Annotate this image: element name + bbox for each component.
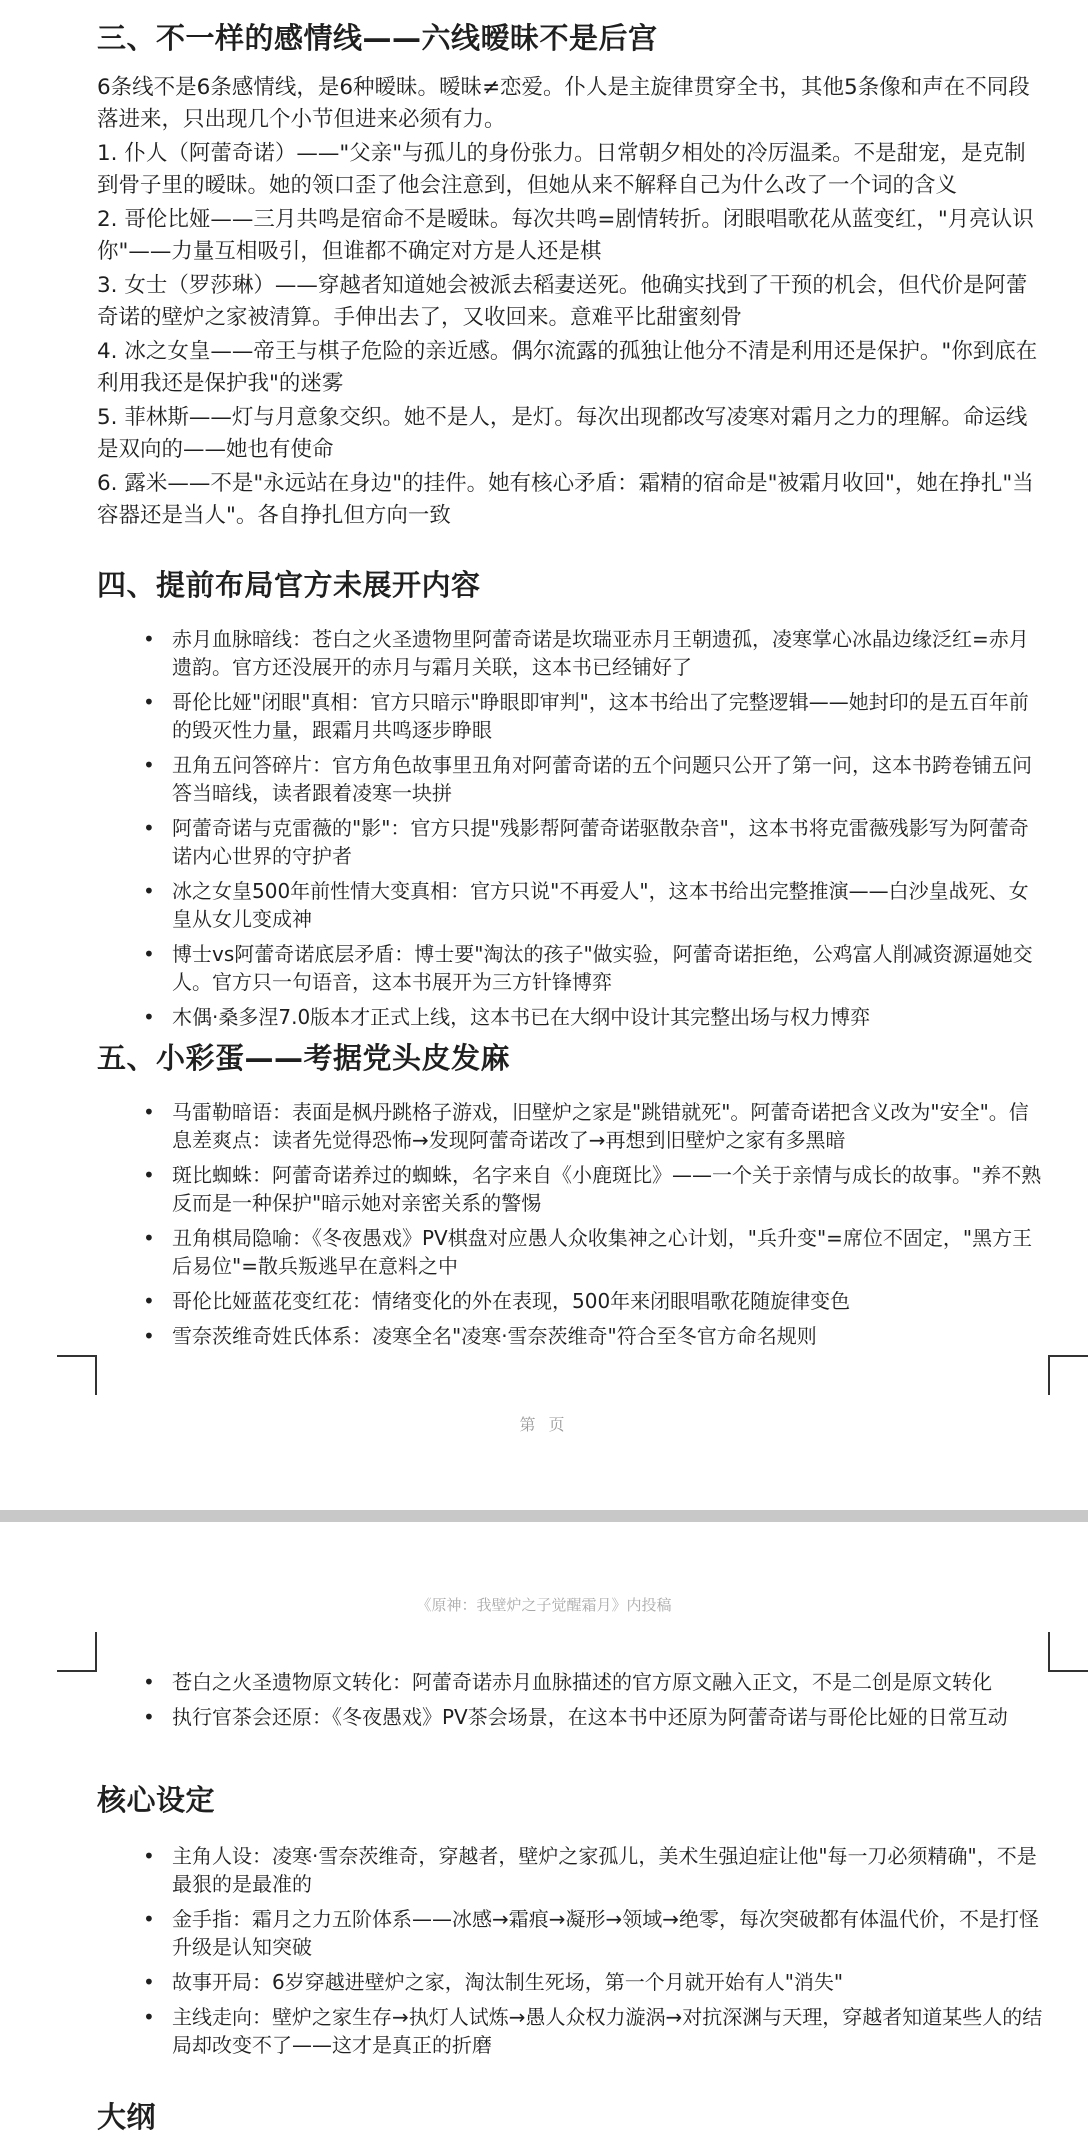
bullet-icon: • [143,1670,155,1694]
list-item [97,1287,1047,1315]
section-4-heading: 四、提前布局官方未展开内容 [97,568,481,602]
list-item [97,1703,1047,1731]
bullet-icon: • [143,1907,155,1931]
bullet-icon: • [143,1163,155,1187]
page-separator [0,1510,1088,1522]
list-item [97,625,1047,681]
bullet-icon: • [143,879,155,903]
list-item [97,1161,1047,1217]
bullet-icon: • [143,1100,155,1124]
list-item-text: 主线走向：壁炉之家生存→执灯人试炼→愚人众权力漩涡→对抗深渊与天理，穿越者知道某些人的结局却改变不了——这才是真正的折磨 [172,2005,1043,2057]
list-item-text: 冰之女皇500年前性情大变真相：官方只说"不再爱人"，这本书给出完整推演——白沙皇战死、女皇从女儿变成神 [172,879,1029,931]
list-item-text: 赤月血脉暗线：苍白之火圣遗物里阿蕾奇诺是坎瑞亚赤月王朝遗孤，凌寒掌心冰晶边缘泛红=赤月遗韵。官方还没展开的赤月与霜月关联，这本书已经铺好了 [172,627,1029,679]
list-item-text: 执行官茶会还原：《冬夜愚戏》PV茶会场景，在这本书中还原为阿蕾奇诺与哥伦比娅的日常互动 [172,1705,1008,1729]
list-item-text: 木偶·桑多涅7.0版本才正式上线，这本书已在大纲中设计其完整出场与权力博弈 [172,1005,871,1029]
list-item [97,1322,1047,1350]
list-item [97,1668,1047,1696]
section-4-list [97,625,1047,1031]
romance-line-1: 1. 仆人（阿蕾奇诺）——"父亲"与孤儿的身份张力。日常朝夕相处的冷厉温柔。不是甜宠，是克制到骨子里的暧昧。她的领口歪了他会注意到，但她从来不解释自己为什么改了一个词的含义 [97,141,1026,198]
bullet-icon: • [143,942,155,966]
list-item [97,2003,1047,2059]
bullet-icon: • [143,1289,155,1313]
outline-heading: 大纲 [97,2100,157,2134]
section-5 [97,1038,1047,1357]
romance-line-6: 6. 露米——不是"永远站在身边"的挂件。她有核心矛盾：霜精的宿命是"被霜月收回"，她在挣扎"当容器还是当人"。各自挣扎但方向一致 [97,471,1034,528]
bullet-icon: • [143,690,155,714]
list-item-text: 主角人设：凌寒·雪奈茨维奇，穿越者，壁炉之家孤儿，美术生强迫症让他"每一刀必须精确"，不是最狠的是最准的 [172,1844,1037,1896]
list-item-text: 哥伦比娅"闭眼"真相：官方只暗示"睁眼即审判"，这本书给出了完整逻辑——她封印的是五百年前的毁灭性力量，跟霜月共鸣逐步睁眼 [172,690,1029,742]
bullet-icon: • [143,1324,155,1348]
crop-mark-bottom-right [1048,1355,1088,1395]
list-item-text: 雪奈茨维奇姓氏体系：凌寒全名"凌寒·雪奈茨维奇"符合至冬官方命名规则 [172,1324,817,1348]
list-item-text: 故事开局：6岁穿越进壁炉之家，淘汰制生死场，第一个月就开始有人"消失" [172,1970,844,1994]
section-3-heading: 三、不一样的感情线——六线暧昧不是后宫 [97,21,658,55]
bullet-icon: • [143,1970,155,1994]
bullet-icon: • [143,1705,155,1729]
bullet-icon: • [143,816,155,840]
section-5-heading: 五、小彩蛋——考据党头皮发麻 [97,1041,511,1075]
list-item-text: 博士vs阿蕾奇诺底层矛盾：博士要"淘汰的孩子"做实验，阿蕾奇诺拒绝，公鸡富人削减资源逼她交人。官方只一句语音，这本书展开为三方针锋博弈 [172,942,1033,994]
core-settings-list [97,1842,1047,2059]
list-item [97,1098,1047,1154]
list-item-text: 丑角棋局隐喻：《冬夜愚戏》PV棋盘对应愚人众收集神之心计划，"兵升变"=席位不固定，"黑方王后易位"=散兵叛逃早在意料之中 [172,1226,1033,1278]
section-3-intro: 6条线不是6条感情线，是6种暧昧。暧昧≠恋爱。仆人是主旋律贯穿全书，其他5条像和声在不同段落进来，只出现几个小节但进来必须有力。 [97,75,1030,132]
core-settings-section [97,1780,1047,2066]
crop-mark-top-left [57,1632,97,1672]
section-4 [97,565,1047,1038]
list-item [97,1224,1047,1280]
list-item-text: 苍白之火圣遗物原文转化：阿蕾奇诺赤月血脉描述的官方原文融入正文，不是二创是原文转化 [172,1670,992,1694]
list-item [97,814,1047,870]
list-item [97,1968,1047,1996]
bullet-icon: • [143,753,155,777]
section-5-list-continued [97,1668,1047,1731]
bullet-icon: • [143,2005,155,2029]
bullet-icon: • [143,627,155,651]
bullet-icon: • [143,1005,155,1029]
list-item [97,1842,1047,1898]
section-5-continued [97,1668,1047,1738]
page-header: 《原神：我壁炉之子觉醒霜月》内投稿 [416,1596,672,1614]
list-item [97,1905,1047,1961]
list-item-text: 金手指：霜月之力五阶体系——冰感→霜痕→凝形→领域→绝零，每次突破都有体温代价，不是打怪升级是认知突破 [172,1907,1040,1959]
list-item [97,940,1047,996]
list-item [97,1003,1047,1031]
list-item-text: 丑角五问答碎片：官方角色故事里丑角对阿蕾奇诺的五个问题只公开了第一问，这本书跨卷铺五问答当暗线，读者跟着凌寒一块拼 [172,753,1032,805]
section-3 [97,18,1047,534]
crop-mark-top-right [1048,1632,1088,1672]
list-item [97,877,1047,933]
bullet-icon: • [143,1226,155,1250]
list-item-text: 哥伦比娅蓝花变红花：情绪变化的外在表现，500年来闭眼唱歌花随旋律变色 [172,1289,851,1313]
romance-line-2: 2. 哥伦比娅——三月共鸣是宿命不是暧昧。每次共鸣=剧情转折。闭眼唱歌花从蓝变红，"月亮认识你"——力量互相吸引，但谁都不确定对方是人还是棋 [97,207,1034,264]
outline-section [97,2097,1047,2137]
list-item-text: 阿蕾奇诺与克雷薇的"影"：官方只提"残影帮阿蕾奇诺驱散杂音"，这本书将克雷薇残影写为阿蕾奇诺内心世界的守护者 [172,816,1029,868]
romance-line-4: 4. 冰之女皇——帝王与棋子危险的亲近感。偶尔流露的孤独让他分不清是利用还是保护。"你到底在利用我还是保护我"的迷雾 [97,339,1038,396]
list-item [97,751,1047,807]
core-settings-heading: 核心设定 [97,1783,216,1817]
romance-line-3: 3. 女士（罗莎琳）——穿越者知道她会被派去稻妻送死。他确实找到了干预的机会，但代价是阿蕾奇诺的壁炉之家被清算。手伸出去了，又收回来。意难平比甜蜜刻骨 [97,273,1028,330]
crop-mark-bottom-left [57,1355,97,1395]
romance-line-5: 5. 菲林斯——灯与月意象交织。她不是人，是灯。每次出现都改写凌寒对霜月之力的理解。命运线是双向的——她也有使命 [97,405,1028,462]
page-footer: 第 页 [519,1415,569,1434]
bullet-icon: • [143,1844,155,1868]
list-item-text: 斑比蜘蛛：阿蕾奇诺养过的蜘蛛，名字来自《小鹿斑比》——一个关于亲情与成长的故事。"养不熟反而是一种保护"暗示她对亲密关系的警惕 [172,1163,1042,1215]
section-5-list [97,1098,1047,1350]
list-item-text: 马雷勒暗语：表面是枫丹跳格子游戏，旧壁炉之家是"跳错就死"。阿蕾奇诺把含义改为"安全"。信息差爽点：读者先觉得恐怖→发现阿蕾奇诺改了→再想到旧壁炉之家有多黑暗 [172,1100,1029,1152]
list-item [97,688,1047,744]
